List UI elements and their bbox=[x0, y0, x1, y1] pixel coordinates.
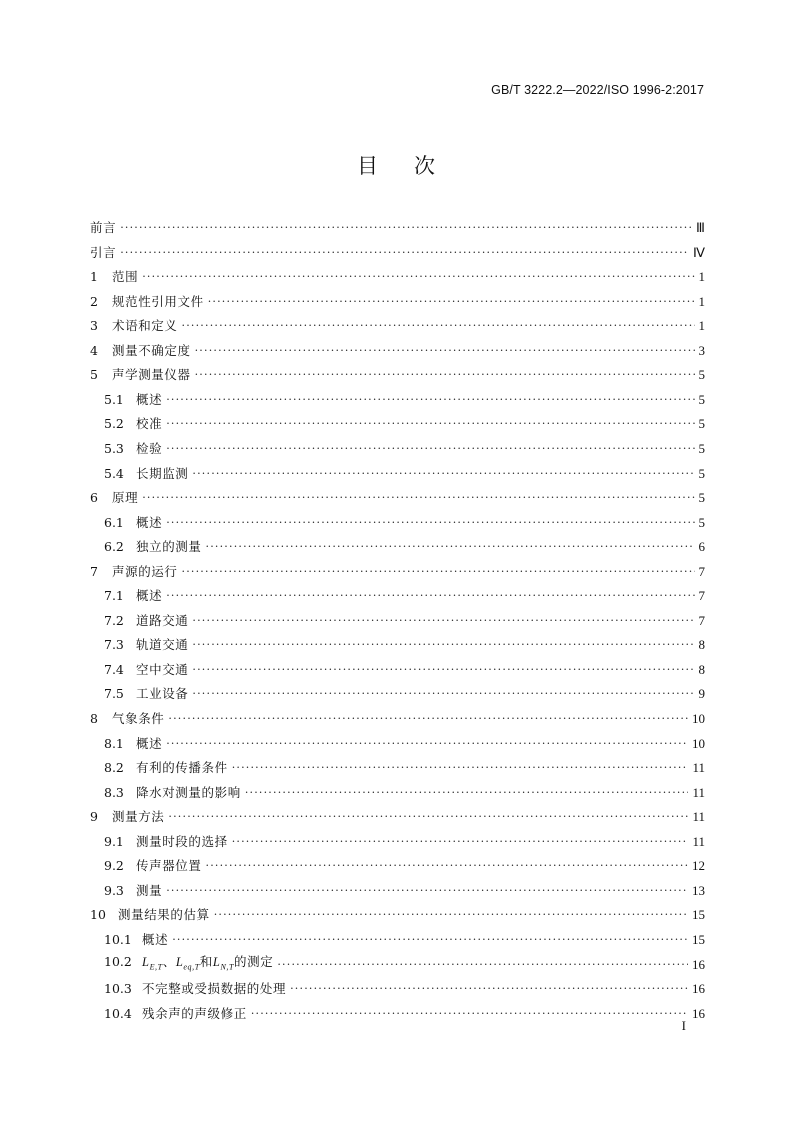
toc-entry[interactable] bbox=[90, 314, 705, 339]
toc-entry-label: 轨道交通 bbox=[136, 637, 189, 653]
dot-leader bbox=[166, 732, 688, 757]
dot-leader bbox=[232, 830, 689, 855]
toc-entry-number: 6.2 bbox=[104, 539, 124, 555]
toc-entry-label: 独立的测量 bbox=[136, 539, 202, 555]
toc-entry-label: 传声器位置 bbox=[136, 858, 202, 874]
dot-leader bbox=[192, 658, 694, 683]
toc-entry-page: 5 bbox=[698, 367, 705, 383]
toc-entry-label: 空中交通 bbox=[136, 661, 189, 677]
dot-leader bbox=[120, 241, 689, 266]
toc-entry-page: 11 bbox=[692, 833, 705, 849]
toc-entry[interactable] bbox=[90, 953, 705, 978]
symbol-part: 、 bbox=[162, 953, 176, 969]
dot-leader bbox=[182, 560, 695, 585]
toc-entry-label: 测量结果的估算 bbox=[118, 907, 210, 923]
toc-entry-page: 3 bbox=[698, 342, 705, 358]
toc-entry-label: 降水对测量的影响 bbox=[136, 784, 241, 800]
toc-entry-label: 有利的传播条件 bbox=[136, 760, 228, 776]
dot-leader bbox=[166, 584, 694, 609]
toc-entry-page: 11 bbox=[692, 760, 705, 776]
toc-entry-number: 5 bbox=[90, 367, 98, 383]
page-number: I bbox=[681, 1018, 686, 1033]
toc-entry-page: 5 bbox=[698, 514, 705, 530]
dot-leader bbox=[166, 879, 688, 904]
toc-entry-label: 工业设备 bbox=[136, 686, 189, 702]
toc-entry-page: 7 bbox=[698, 588, 705, 604]
toc-entry-page: 1 bbox=[698, 318, 705, 334]
toc-entry[interactable] bbox=[90, 854, 705, 879]
toc-entry-number: 5.1 bbox=[104, 391, 124, 407]
toc-entry-number: 4 bbox=[90, 342, 98, 358]
toc-entry-heading bbox=[90, 216, 116, 241]
toc-entry-number: 5.4 bbox=[104, 465, 124, 481]
dot-leader bbox=[120, 216, 692, 241]
toc-entry-page: 8 bbox=[698, 661, 705, 677]
toc-entry-label: 原理 bbox=[112, 490, 139, 506]
toc-entry-number: 8.3 bbox=[104, 784, 124, 800]
toc-entry-label: 概述 bbox=[136, 391, 163, 407]
toc-title-right: 次 bbox=[414, 154, 437, 178]
dot-leader bbox=[192, 633, 694, 658]
toc-entry[interactable] bbox=[90, 216, 705, 241]
toc-entry-label: 术语和定义 bbox=[112, 318, 178, 334]
symbol-part: E,T bbox=[149, 962, 163, 972]
symbol-part: eq,T bbox=[183, 962, 200, 972]
standard-code: GB/T 3222.2—2022/ISO 1996-2:2017 bbox=[491, 83, 704, 97]
toc-entry-heading bbox=[90, 560, 178, 585]
toc-entry-page: 15 bbox=[692, 931, 705, 947]
toc-entry-heading bbox=[104, 609, 188, 634]
toc-entry-label: 规范性引用文件 bbox=[112, 293, 204, 309]
toc-entry-label: 检验 bbox=[136, 440, 163, 456]
toc-entry[interactable] bbox=[90, 437, 705, 462]
toc-entry-heading bbox=[104, 1002, 247, 1027]
toc-entry-number: 6.1 bbox=[104, 514, 124, 530]
toc-entry-heading bbox=[90, 363, 191, 388]
toc-entry-page: 7 bbox=[698, 563, 705, 579]
toc-entry-label: 测量不确定度 bbox=[112, 342, 191, 358]
toc-entry-page: 12 bbox=[692, 858, 705, 874]
toc-entry[interactable] bbox=[90, 412, 705, 437]
toc-entry-heading bbox=[104, 977, 286, 1002]
toc-entry-heading bbox=[90, 339, 191, 364]
dot-leader bbox=[168, 707, 688, 732]
toc-entry-heading bbox=[90, 265, 138, 290]
toc-entry[interactable] bbox=[90, 339, 705, 364]
symbol-part: 的测定 bbox=[234, 953, 274, 969]
dot-leader bbox=[192, 609, 694, 634]
toc-entry-heading bbox=[104, 732, 162, 757]
toc-entry-heading bbox=[104, 511, 162, 536]
toc-entry-heading bbox=[104, 854, 202, 879]
toc-entry-heading bbox=[104, 682, 188, 707]
toc-entry[interactable] bbox=[90, 290, 705, 315]
toc-entry-page: 16 bbox=[692, 956, 705, 972]
toc-entry-page: 1 bbox=[698, 293, 705, 309]
toc-entry-label: 残余声的声级修正 bbox=[142, 1005, 247, 1021]
toc-entry[interactable] bbox=[90, 903, 705, 928]
toc-entry[interactable] bbox=[90, 830, 705, 855]
toc-entry-heading bbox=[90, 241, 116, 266]
toc-entry-page: Ⅳ bbox=[693, 244, 705, 260]
toc-entry-number: 7 bbox=[90, 563, 98, 579]
dot-leader bbox=[195, 363, 695, 388]
toc-entry[interactable] bbox=[90, 879, 705, 904]
toc-entry-page: 8 bbox=[698, 637, 705, 653]
toc-title-left: 目 bbox=[357, 154, 380, 178]
toc-entry[interactable] bbox=[90, 486, 705, 511]
dot-leader bbox=[277, 953, 688, 978]
toc-entry[interactable] bbox=[90, 756, 705, 781]
toc-title bbox=[0, 150, 794, 180]
toc-entry-label: 气象条件 bbox=[112, 711, 165, 726]
toc-entry-heading bbox=[104, 781, 241, 806]
toc-entry-heading bbox=[90, 707, 164, 732]
toc-entry-number: 7.5 bbox=[104, 686, 124, 702]
toc-entry-number: 7.4 bbox=[104, 661, 124, 677]
toc-entry-number: 9.1 bbox=[104, 833, 124, 849]
dot-leader bbox=[166, 412, 694, 437]
toc-entry-label: 概述 bbox=[136, 588, 163, 604]
toc-entry-page: 5 bbox=[698, 490, 705, 506]
toc-entry-page: 5 bbox=[698, 465, 705, 481]
dot-leader bbox=[192, 462, 694, 487]
toc-entry-label: 测量 bbox=[136, 882, 163, 898]
toc-entry[interactable] bbox=[90, 805, 705, 830]
toc-entry[interactable] bbox=[90, 560, 705, 585]
toc-entry-label: 测量方法 bbox=[112, 809, 165, 825]
toc-entry-label: 声源的运行 bbox=[112, 563, 178, 579]
toc-entry-page: 16 bbox=[692, 1005, 705, 1021]
toc-entry-heading bbox=[104, 535, 202, 560]
dot-leader bbox=[245, 781, 689, 806]
toc-entry-page: 5 bbox=[698, 391, 705, 407]
toc-entry-heading bbox=[104, 658, 188, 683]
toc-entry-number: 10.3 bbox=[104, 981, 132, 997]
dot-leader bbox=[208, 290, 695, 315]
toc-entry-page: 11 bbox=[692, 809, 705, 825]
toc-entry-heading bbox=[104, 950, 273, 980]
toc-entry[interactable] bbox=[90, 265, 705, 290]
toc-entry-number: 8.2 bbox=[104, 760, 124, 776]
toc-entry-page: 10 bbox=[692, 735, 705, 751]
dot-leader bbox=[195, 339, 695, 364]
toc-entry-page: Ⅲ bbox=[696, 220, 705, 235]
toc-entry[interactable] bbox=[90, 1002, 705, 1027]
toc-entry[interactable] bbox=[90, 658, 705, 683]
toc-entry[interactable] bbox=[90, 707, 705, 732]
toc-entry-number: 10.2 bbox=[104, 953, 132, 969]
toc-entry-number: 7.1 bbox=[104, 588, 124, 604]
dot-leader bbox=[166, 511, 694, 536]
dot-leader bbox=[182, 314, 695, 339]
dot-leader bbox=[142, 486, 694, 511]
toc-entry[interactable] bbox=[90, 781, 705, 806]
toc-entry-number: 7.3 bbox=[104, 637, 124, 653]
toc-entry-label: 测量时段的选择 bbox=[136, 833, 228, 849]
toc-entry-heading bbox=[104, 462, 188, 487]
toc-entry-heading bbox=[90, 486, 138, 511]
toc-entry-number: 10.4 bbox=[104, 1005, 132, 1021]
dot-leader bbox=[214, 903, 688, 928]
toc-entry-label: 长期监测 bbox=[136, 465, 189, 481]
dot-leader bbox=[290, 977, 688, 1002]
toc-entry-heading bbox=[104, 437, 162, 462]
toc-entry-page: 15 bbox=[692, 907, 705, 923]
toc-entry[interactable] bbox=[90, 682, 705, 707]
toc-entry-number: 8 bbox=[90, 711, 98, 726]
toc-entry-page: 6 bbox=[698, 539, 705, 555]
toc-entry-heading bbox=[104, 584, 162, 609]
toc-entry-label: 范围 bbox=[112, 269, 139, 285]
toc-entry-label: 校准 bbox=[136, 416, 163, 432]
toc-entry-page: 5 bbox=[698, 416, 705, 432]
dot-leader bbox=[168, 805, 688, 830]
toc-entry-number: 2 bbox=[90, 293, 98, 309]
toc-entry-heading bbox=[104, 928, 168, 953]
toc-entry-label bbox=[142, 953, 274, 972]
toc-entry-page: 13 bbox=[692, 882, 705, 898]
toc-entry-heading bbox=[90, 903, 210, 928]
toc-entry-number: 8.1 bbox=[104, 735, 124, 751]
toc-entry-heading bbox=[104, 756, 228, 781]
toc-entry-heading bbox=[104, 879, 162, 904]
toc-entry-page: 16 bbox=[692, 981, 705, 997]
toc-entry-label: 引言 bbox=[90, 244, 117, 260]
toc-entry[interactable] bbox=[90, 462, 705, 487]
toc-entry[interactable] bbox=[90, 977, 705, 1002]
toc-entry[interactable] bbox=[90, 609, 705, 634]
toc-entry[interactable] bbox=[90, 928, 705, 953]
toc-entry-number: 10 bbox=[90, 907, 106, 923]
dot-leader bbox=[142, 265, 694, 290]
toc-entry-heading bbox=[104, 633, 188, 658]
symbol-part: L bbox=[142, 954, 150, 969]
toc-entry-heading bbox=[104, 412, 162, 437]
toc-entry-number: 9.2 bbox=[104, 858, 124, 874]
toc-entry-number: 7.2 bbox=[104, 612, 124, 628]
toc-entry-page: 9 bbox=[698, 686, 705, 702]
toc-entry[interactable] bbox=[90, 241, 705, 266]
toc-entry[interactable] bbox=[90, 511, 705, 536]
dot-leader bbox=[166, 437, 694, 462]
dot-leader bbox=[232, 756, 689, 781]
symbol-part: 和 bbox=[199, 953, 213, 969]
toc-entry-label: 概述 bbox=[136, 735, 163, 751]
toc-entry-label: 声学测量仪器 bbox=[112, 367, 191, 383]
toc-entry-heading bbox=[90, 290, 204, 315]
toc-entry-number: 1 bbox=[90, 269, 98, 285]
symbol-part: N,T bbox=[220, 962, 235, 972]
toc-entry[interactable] bbox=[90, 584, 705, 609]
toc-entry-label: 道路交通 bbox=[136, 612, 189, 628]
toc-entry-label: 不完整或受损数据的处理 bbox=[142, 981, 287, 997]
toc-entry-number: 5.2 bbox=[104, 416, 124, 432]
toc-entry-number: 10.1 bbox=[104, 931, 132, 947]
toc-entry-heading bbox=[104, 388, 162, 413]
toc-entry-heading bbox=[90, 805, 164, 830]
toc-entry-page: 10 bbox=[692, 711, 705, 726]
toc-entry-number: 6 bbox=[90, 490, 98, 506]
toc-entry-heading bbox=[104, 830, 228, 855]
dot-leader bbox=[192, 682, 694, 707]
toc-entry[interactable] bbox=[90, 732, 705, 757]
toc-entry-number: 3 bbox=[90, 318, 98, 334]
toc-entry[interactable] bbox=[90, 388, 705, 413]
toc-entry-page: 5 bbox=[698, 440, 705, 456]
toc-entry[interactable] bbox=[90, 363, 705, 388]
dot-leader bbox=[166, 388, 694, 413]
toc-entry-page: 11 bbox=[692, 784, 705, 800]
toc-entry-number: 9.3 bbox=[104, 882, 124, 898]
dot-leader bbox=[206, 535, 695, 560]
toc-entry[interactable] bbox=[90, 633, 705, 658]
toc-entry-page: 7 bbox=[698, 612, 705, 628]
toc-entry-heading bbox=[90, 314, 178, 339]
dot-leader bbox=[206, 854, 688, 879]
toc-entry-number: 5.3 bbox=[104, 440, 124, 456]
toc-entry-page: 1 bbox=[698, 269, 705, 285]
symbol-part: L bbox=[212, 954, 221, 969]
toc-entry-label: 前言 bbox=[90, 220, 117, 235]
toc-entry-label: 概述 bbox=[136, 514, 163, 530]
symbol-part: L bbox=[175, 954, 184, 969]
toc-entry-number: 9 bbox=[90, 809, 98, 825]
toc-entry[interactable] bbox=[90, 535, 705, 560]
dot-leader bbox=[172, 928, 688, 953]
dot-leader bbox=[251, 1002, 688, 1027]
toc-entry-label: 概述 bbox=[142, 931, 169, 947]
